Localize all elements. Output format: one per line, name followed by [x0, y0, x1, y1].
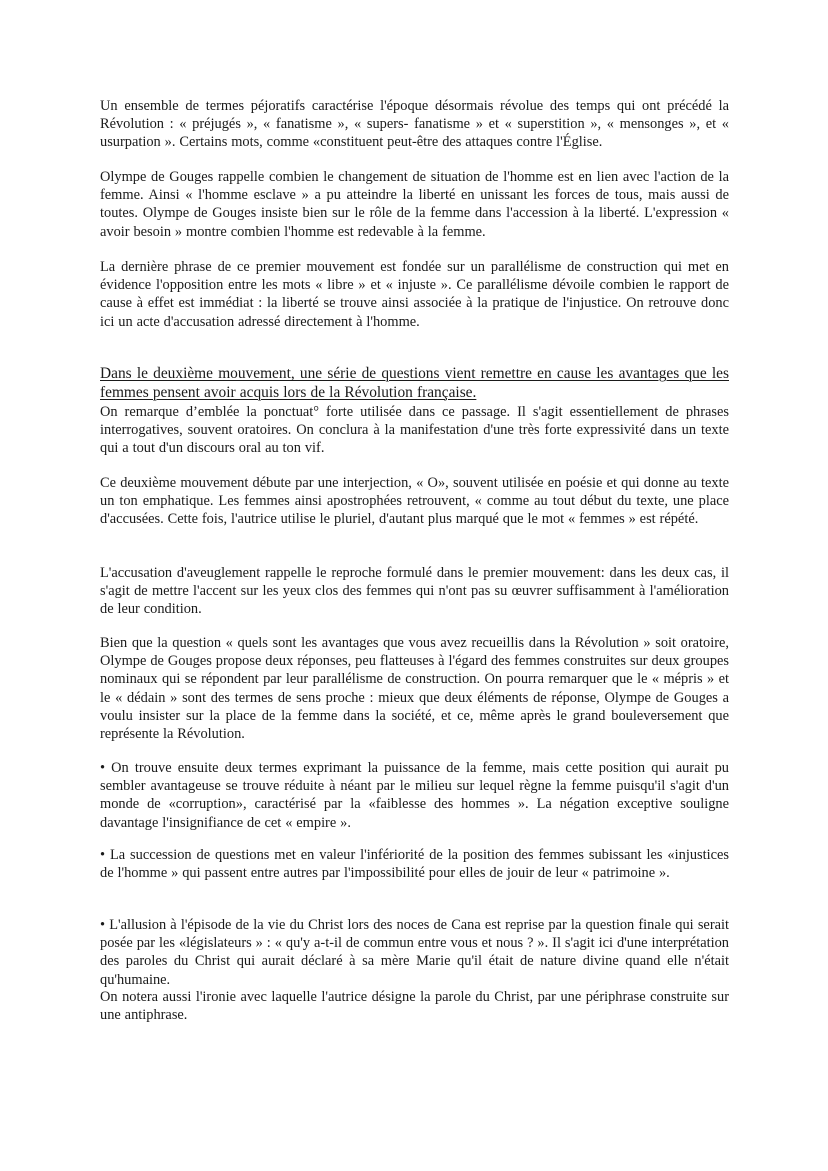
section-heading-second-movement: Dans le deuxième mouvement, une série de questions vient remettre en cause les avantages que les femmes pensent avoir acquis lors de la Révolution française.	[100, 365, 729, 401]
paragraph-punctuation: On remarque d’emblée la ponctuat° forte utilisée dans ce passage. Il s'agit essentiellement de phrases interrogatives, souvent oratoires. On conclura à la manifestation d'une très forte expressivité dans un texte qui a tout d'un discours oral au ton vif.	[100, 404, 729, 457]
paragraph-bullet-power: • On trouve ensuite deux termes exprimant la puissance de la femme, mais cette position qui aurait pu sembler avantageuse se trouve réduite à néant par le milieu sur lequel règne la femme puisqu'il s'agit d'un monde de «corruption», caractérisé par la «faiblesse des hommes ». La négation exceptive souligne davantage l'insignifiance de cet « empire ».	[100, 760, 729, 831]
paragraph-bullet-injustices: • La succession de questions met en valeur l'infériorité de la position des femmes subissant les «injustices de l'homme » qui passent entre autres par l'impossibilité pour elles de jouir de leur « patrimoine ».	[100, 847, 729, 882]
paragraph-parallelism: La dernière phrase de ce premier mouvement est fondée sur un parallélisme de construction qui met en évidence l'opposition entre les mots « libre » et « injuste ». Ce parallélisme dévoile combien le rapport de cause à effet est immédiat : la liberté se trouve ainsi associée à la pratique de l'injustice. On retrouve donc ici un acte d'accusation adressé directement à l'homme.	[100, 259, 729, 330]
paragraph-bullet-cana: • L'allusion à l'épisode de la vie du Christ lors des noces de Cana est reprise par la question finale qui serait posée par les «législateurs » : « qu'y a-t-il de commun entre vous et nous ? ». Il s'agit ici d'une interprétation des paroles du Christ qui aurait déclaré à sa mère Marie qu'il était de nature divine quand elle n'était qu'humaine.	[100, 917, 729, 988]
paragraph-irony: On notera aussi l'ironie avec laquelle l'autrice désigne la parole du Christ, par une périphrase construite sur une antiphrase.	[100, 989, 729, 1024]
paragraph-interjection: Ce deuxième mouvement débute par une interjection, « O», souvent utilisée en poésie et qui donne au texte un ton emphatique. Les femmes ainsi apostrophées retrouvent, « comme au tout début du texte, une place d'accusées. Cette fois, l'autrice utilise le pluriel, d'autant plus marqué que le mot « femmes » est répété.	[100, 475, 729, 528]
paragraph-prejudices: Un ensemble de termes péjoratifs caractérise l'époque désormais révolue des temps qui ont précédé la Révolution : « préjugés », « fanatisme », « supers- fanatisme » et « superstition », « mensonges », et « usurpation ». Certains mots, comme «constituent peut-être des attaques contre l'Église.	[100, 98, 729, 151]
paragraph-blindness: L'accusation d'aveuglement rappelle le reproche formulé dans le premier mouvement: dans les deux cas, il s'agit de mettre l'accent sur les yeux clos des femmes qui n'ont pas su œuvrer suffisamment à l'amélioration de leur condition.	[100, 565, 729, 618]
paragraph-advantages-question: Bien que la question « quels sont les avantages que vous avez recueillis dans la Révolution » soit oratoire, Olympe de Gouges propose deux réponses, peu flatteuses à l'égard des femmes construites sur deux groupes nominaux qui se répondent par leur parallélisme de construction. On pourra remarquer que le « mépris » et le « dédain » sont des termes de sens proche : mieux que deux éléments de réponse, Olympe de Gouges a voulu insister sur la place de la femme dans la société, et ce, même après le grand bouleversement que représente la Révolution.	[100, 635, 729, 743]
paragraph-olympe-liberty: Olympe de Gouges rappelle combien le changement de situation de l'homme est en lien avec l'action de la femme. Ainsi « l'homme esclave » a pu atteindre la liberté en unissant les forces de tous, mais aussi de toutes. Olympe de Gouges insiste bien sur le rôle de la femme dans l'accession à la liberté. L'expression « avoir besoin » montre combien l'homme est redevable à la femme.	[100, 169, 729, 240]
